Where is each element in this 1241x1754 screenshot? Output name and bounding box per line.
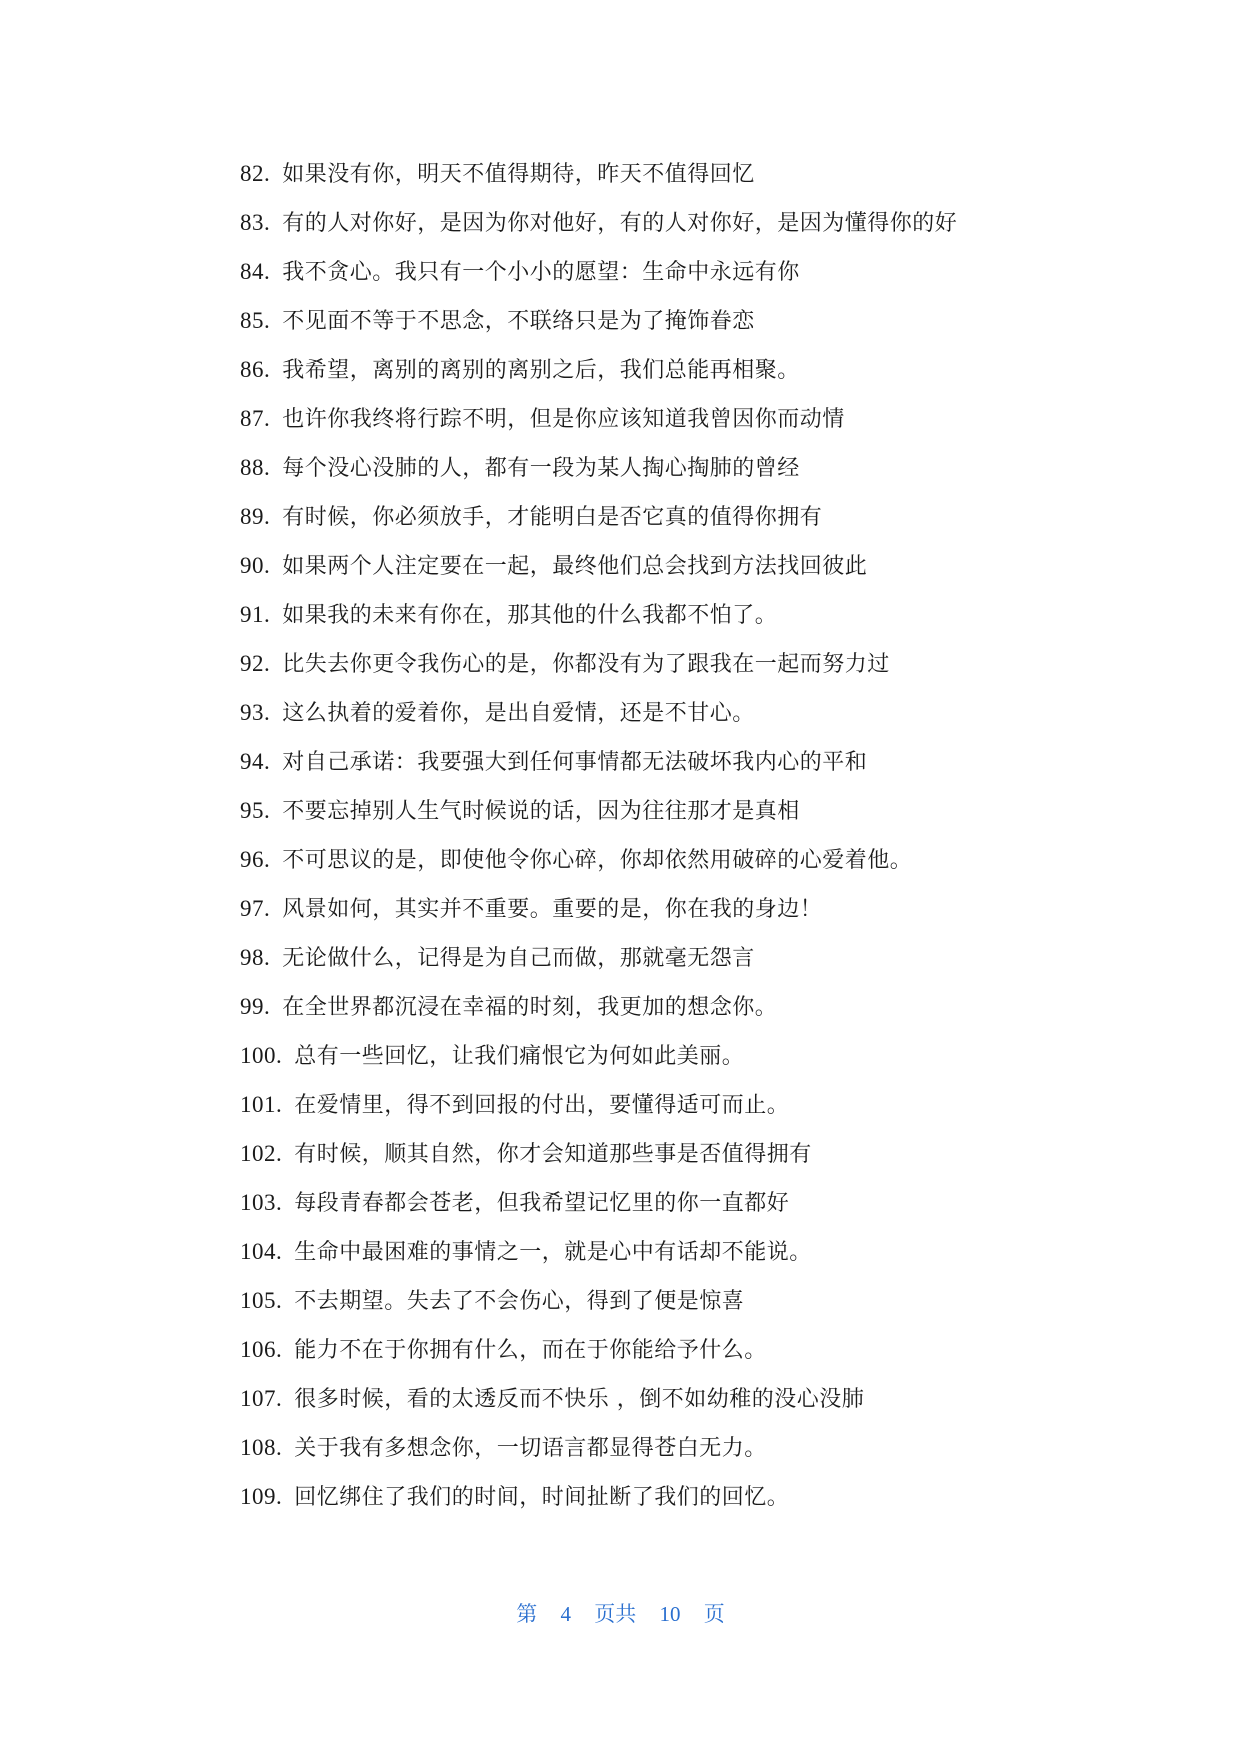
item-number: 109. — [240, 1484, 283, 1509]
item-text: 有的人对你好，是因为你对他好，有的人对你好，是因为懂得你的好 — [282, 211, 958, 236]
footer-prefix: 第 — [516, 1602, 538, 1626]
item-number: 83. — [240, 210, 271, 235]
item-number: 90. — [240, 553, 271, 578]
item-number: 96. — [240, 847, 271, 872]
item-text: 每段青春都会苍老，但我希望记忆里的你一直都好 — [294, 1191, 790, 1216]
list-item — [240, 842, 1100, 891]
item-number: 99. — [240, 994, 271, 1019]
item-text: 我希望，离别的离别的离别之后，我们总能再相聚。 — [282, 358, 800, 383]
quote-list — [240, 156, 1100, 1528]
list-item — [240, 303, 1100, 352]
item-number: 94. — [240, 749, 271, 774]
item-text: 在全世界都沉浸在幸福的时刻，我更加的想念你。 — [282, 995, 778, 1020]
item-text: 我不贪心。我只有一个小小的愿望：生命中永远有你 — [282, 260, 800, 285]
item-number: 87. — [240, 406, 271, 431]
item-text: 对自己承诺：我要强大到任何事情都无法破坏我内心的平和 — [282, 750, 868, 775]
footer-total-pages: 10 — [659, 1602, 681, 1626]
list-item — [240, 352, 1100, 401]
list-item — [240, 1479, 1100, 1528]
page-footer — [0, 1598, 1241, 1628]
list-item — [240, 793, 1100, 842]
item-number: 101. — [240, 1092, 283, 1117]
item-text: 能力不在于你拥有什么，而在于你能给予什么。 — [294, 1338, 767, 1363]
list-item — [240, 1381, 1100, 1430]
item-text: 如果两个人注定要在一起，最终他们总会找到方法找回彼此 — [282, 554, 868, 579]
item-number: 95. — [240, 798, 271, 823]
list-item — [240, 1332, 1100, 1381]
list-item — [240, 1283, 1100, 1332]
item-text: 风景如何，其实并不重要。重要的是，你在我的身边！ — [282, 897, 823, 922]
item-number: 107. — [240, 1386, 283, 1411]
list-item — [240, 1136, 1100, 1185]
item-text: 比失去你更令我伤心的是，你都没有为了跟我在一起而努力过 — [282, 652, 890, 677]
item-text: 如果我的未来有你在，那其他的什么我都不怕了。 — [282, 603, 778, 628]
item-number: 88. — [240, 455, 271, 480]
item-text: 如果没有你，明天不值得期待，昨天不值得回忆 — [282, 162, 755, 187]
list-item — [240, 254, 1100, 303]
item-text: 很多时候，看的太透反而不快乐 ，倒不如幼稚的没心没肺 — [294, 1387, 865, 1412]
list-item — [240, 205, 1100, 254]
list-item — [240, 1185, 1100, 1234]
item-text: 不去期望。失去了不会伤心，得到了便是惊喜 — [294, 1289, 745, 1314]
list-item — [240, 1087, 1100, 1136]
list-item — [240, 1430, 1100, 1479]
footer-suffix: 页 — [703, 1602, 725, 1626]
item-number: 102. — [240, 1141, 283, 1166]
item-number: 108. — [240, 1435, 283, 1460]
list-item — [240, 940, 1100, 989]
item-text: 每个没心没肺的人，都有一段为某人掏心掏肺的曾经 — [282, 456, 800, 481]
list-item — [240, 891, 1100, 940]
item-text: 也许你我终将行踪不明，但是你应该知道我曾因你而动情 — [282, 407, 845, 432]
item-text: 生命中最困难的事情之一，就是心中有话却不能说。 — [294, 1240, 812, 1265]
list-item — [240, 695, 1100, 744]
item-text: 无论做什么，记得是为自己而做，那就毫无怨言 — [282, 946, 755, 971]
list-item — [240, 646, 1100, 695]
list-item — [240, 989, 1100, 1038]
item-number: 97. — [240, 896, 271, 921]
footer-middle: 页共 — [594, 1602, 637, 1626]
item-text: 在爱情里，得不到回报的付出，要懂得适可而止。 — [294, 1093, 790, 1118]
item-number: 98. — [240, 945, 271, 970]
list-item — [240, 499, 1100, 548]
item-text: 回忆绑住了我们的时间，时间扯断了我们的回忆。 — [294, 1485, 790, 1510]
list-item — [240, 597, 1100, 646]
item-number: 93. — [240, 700, 271, 725]
list-item — [240, 1234, 1100, 1283]
list-item — [240, 401, 1100, 450]
item-number: 106. — [240, 1337, 283, 1362]
list-item — [240, 1038, 1100, 1087]
item-text: 有时候，你必须放手，才能明白是否它真的值得你拥有 — [282, 505, 823, 530]
item-number: 92. — [240, 651, 271, 676]
item-number: 82. — [240, 161, 271, 186]
item-text: 这么执着的爱着你，是出自爱情，还是不甘心。 — [282, 701, 755, 726]
item-number: 103. — [240, 1190, 283, 1215]
list-item — [240, 450, 1100, 499]
list-item — [240, 548, 1100, 597]
item-number: 85. — [240, 308, 271, 333]
item-number: 89. — [240, 504, 271, 529]
item-text: 不要忘掉别人生气时候说的话，因为往往那才是真相 — [282, 799, 800, 824]
list-item — [240, 744, 1100, 793]
item-number: 100. — [240, 1043, 283, 1068]
item-number: 91. — [240, 602, 271, 627]
item-number: 105. — [240, 1288, 283, 1313]
item-number: 86. — [240, 357, 271, 382]
footer-current-page: 4 — [560, 1602, 571, 1626]
item-text: 总有一些回忆，让我们痛恨它为何如此美丽。 — [294, 1044, 745, 1069]
item-text: 关于我有多想念你，一切语言都显得苍白无力。 — [294, 1436, 767, 1461]
item-text: 有时候，顺其自然，你才会知道那些事是否值得拥有 — [294, 1142, 812, 1167]
item-text: 不可思议的是，即使他令你心碎，你却依然用破碎的心爱着他。 — [282, 848, 913, 873]
item-number: 104. — [240, 1239, 283, 1264]
list-item — [240, 156, 1100, 205]
item-text: 不见面不等于不思念，不联络只是为了掩饰眷恋 — [282, 309, 755, 334]
item-number: 84. — [240, 259, 271, 284]
